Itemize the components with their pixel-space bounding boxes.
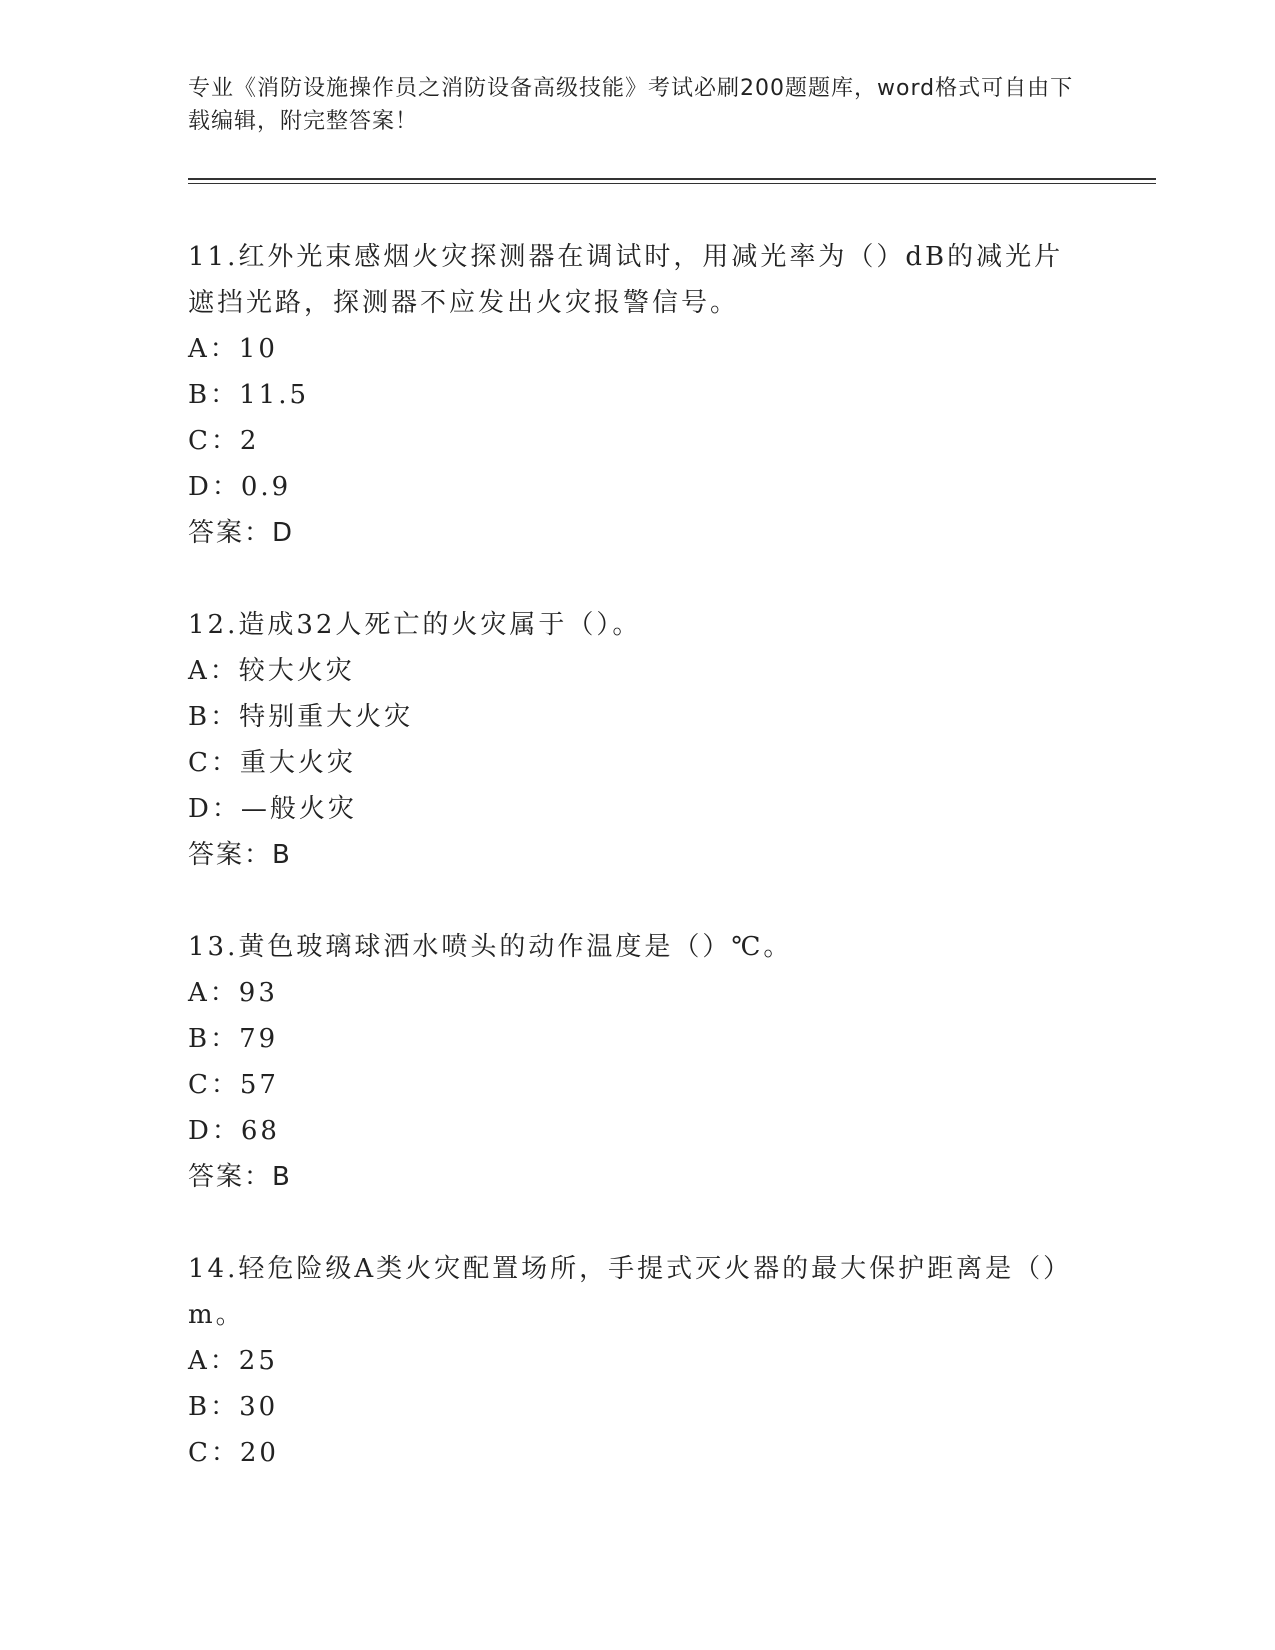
option-a: A：10 [188, 334, 278, 364]
question-11 [188, 234, 1088, 556]
question-14 [188, 1246, 1088, 1476]
question-12 [188, 602, 1088, 878]
answer-line: 答案：B [188, 1162, 292, 1192]
option-a: A：25 [188, 1346, 278, 1376]
option-d: D：0.9 [188, 472, 292, 502]
document-header [188, 72, 1088, 138]
question-text: 13.黄色玻璃球洒水喷头的动作温度是（）℃。 [188, 932, 793, 962]
option-b: B：79 [188, 1024, 279, 1054]
option-c: C：重大火灾 [188, 748, 356, 778]
answer-line: 答案：D [188, 518, 295, 548]
option-b: B：11.5 [188, 380, 309, 410]
question-text: 14.轻危险级A类火灾配置场所，手提式灭火器的最大保护距离是（）m。 [188, 1254, 1073, 1330]
option-b: B：特别重大火灾 [188, 702, 414, 732]
option-d: D：—般火灾 [188, 794, 357, 824]
option-c: C：2 [188, 426, 260, 456]
option-b: B：30 [188, 1392, 279, 1422]
answer-line: 答案：B [188, 840, 292, 870]
option-a: A：较大火灾 [188, 656, 355, 686]
question-text: 11.红外光束感烟火灾探测器在调试时，用减光率为（）dB的减光片遮挡光路，探测器不应发出火灾报警信号。 [188, 242, 1064, 318]
question-text: 12.造成32人死亡的火灾属于（）。 [188, 610, 642, 640]
option-d: D：68 [188, 1116, 280, 1146]
header-divider-thick [188, 178, 1156, 180]
header-title: 专业《消防设施操作员之消防设备高级技能》考试必刷200题题库，word格式可自由下载编辑，附完整答案！ [188, 76, 1074, 134]
question-13 [188, 924, 1088, 1200]
option-a: A：93 [188, 978, 278, 1008]
option-c: C：20 [188, 1438, 279, 1468]
option-c: C：57 [188, 1070, 279, 1100]
header-divider-thin [188, 183, 1156, 184]
